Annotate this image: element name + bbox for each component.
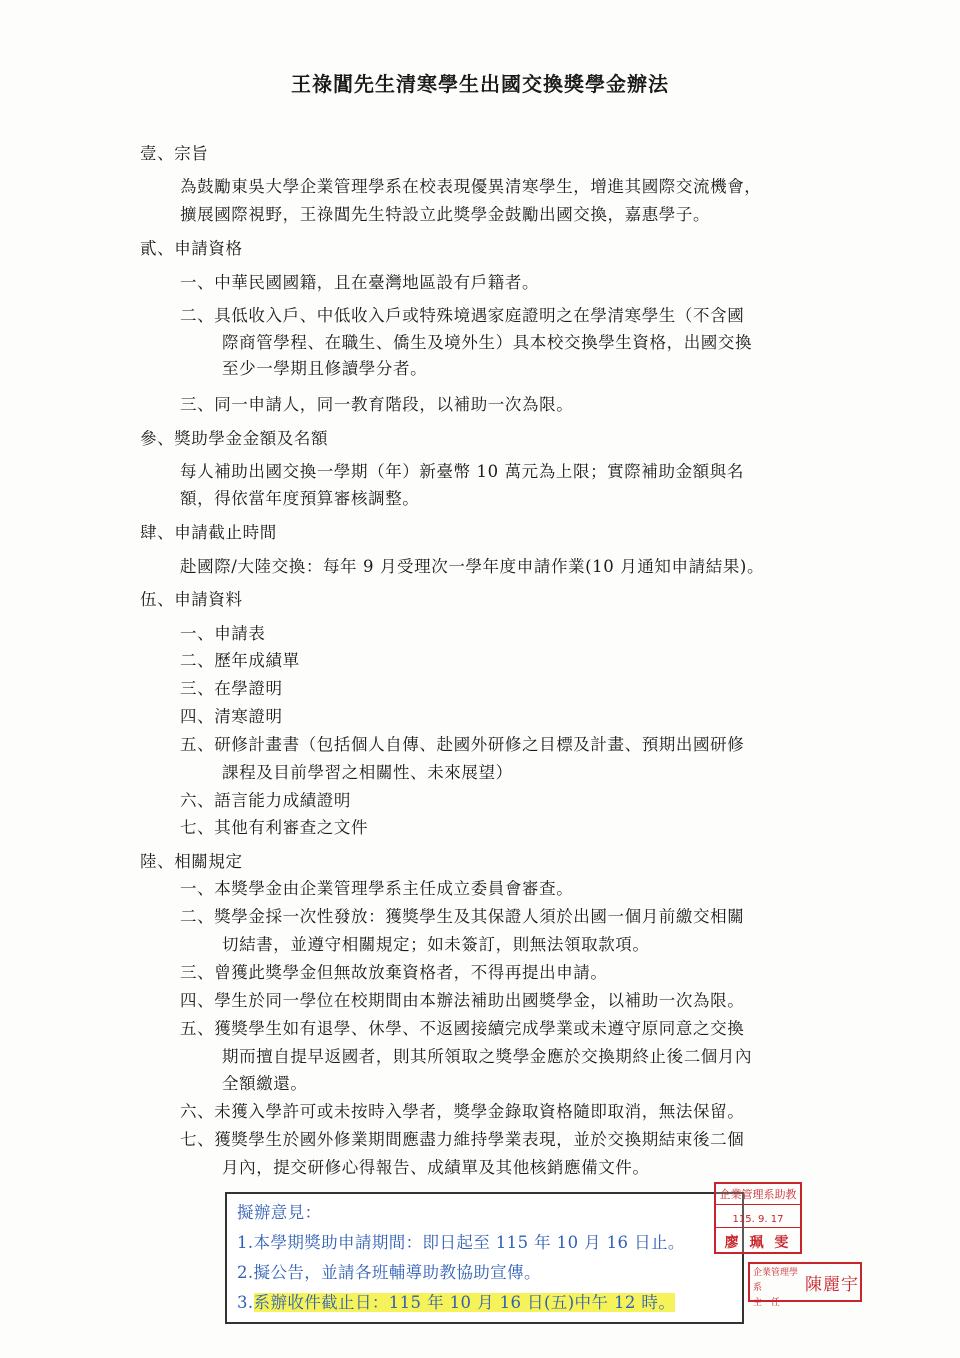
regulations-item-continued: 月內，提交研修心得報告、成績單及其他核銷應備文件。: [222, 1158, 650, 1177]
stamp-name: 廖 珮 雯: [724, 1235, 792, 1251]
stamp-chair-role: 主 任: [753, 1298, 781, 1308]
amount-text-line: 額，得依當年度預算審核調整。: [180, 489, 420, 508]
stamp-dept-label: 企業管理系助教: [716, 1186, 800, 1205]
section-heading-eligibility: 貳、申請資格: [140, 239, 243, 258]
documents-item: 一、申請表: [180, 624, 266, 643]
section-heading-documents: 伍、申請資料: [140, 590, 243, 609]
eligibility-item: 二、具低收入戶、中低收入戶或特殊境遇家庭證明之在學清寒學生（不含國: [180, 306, 745, 325]
stamp-chair-title: [753, 1266, 805, 1311]
ta-approval-stamp: [714, 1182, 802, 1254]
documents-item: 三、在學證明: [180, 679, 283, 698]
regulations-item: 三、曾獲此獎學金但無故放棄資格者，不得再提出申請。: [180, 963, 608, 982]
regulations-item: 五、獲獎學生如有退學、休學、不返國接續完成學業或未遵守原同意之交換: [180, 1019, 745, 1038]
proposed-action-heading: 擬辦意見：: [237, 1203, 322, 1222]
regulations-item: 二、獎學金採一次性發放：獲獎學生及其保證人須於出國一個月前繳交相關: [180, 907, 745, 926]
stamp-date: 115. 9. 17: [716, 1214, 800, 1228]
section-heading-deadline: 肆、申請截止時間: [140, 523, 277, 542]
highlighted-deadline-text: 系辦收件截止日：115 年 10 月 16 日(五)中午 12 時。: [253, 1293, 676, 1312]
regulations-item-continued: 期而擅自提早返國者，則其所領取之獎學金應於交換期終止後二個月內: [222, 1047, 753, 1066]
documents-item: 二、歷年成績單: [180, 651, 300, 670]
purpose-text-line: 擴展國際視野，王祿閶先生特設立此獎學金鼓勵出國交換，嘉惠學子。: [180, 205, 711, 224]
proposed-action-number: 3.: [237, 1293, 254, 1312]
stamp-chair-dept: 企業管理學系: [753, 1268, 799, 1293]
eligibility-item: 三、同一申請人，同一教育階段，以補助一次為限。: [180, 395, 574, 414]
documents-item: 七、其他有利審查之文件: [180, 818, 369, 837]
documents-item: 六、語言能力成績證明: [180, 791, 351, 810]
purpose-text-line: 為鼓勵東吳大學企業管理學系在校表現優異清寒學生，增進其國際交流機會，: [180, 177, 762, 196]
eligibility-item-continued: 際商管學程、在職生、僑生及境外生）具本校交換學生資格，出國交換: [222, 333, 753, 352]
section-heading-purpose: 壹、宗旨: [140, 144, 209, 163]
regulations-item: 四、學生於同一學位在校期間由本辦法補助出國獎學金，以補助一次為限。: [180, 991, 745, 1010]
document-title: 王祿閶先生清寒學生出國交換獎學金辦法: [291, 72, 669, 96]
section-heading-amount: 參、獎助學金金額及名額: [140, 429, 329, 448]
regulations-item: 六、未獲入學許可或未按時入學者，獎學金錄取資格隨即取消，無法保留。: [180, 1102, 745, 1121]
amount-text-line: 每人補助出國交換一學期（年）新臺幣 10 萬元為上限；實際補助金額與名: [180, 462, 744, 481]
proposed-action-line: 2.擬公告，並請各班輔導助教協助宣傳。: [237, 1263, 541, 1282]
documents-item: 五、研修計畫書（包括個人自傳、赴國外研修之目標及計畫、預期出國研修: [180, 735, 745, 754]
regulations-item: 七、獲獎學生於國外修業期間應盡力維持學業表現，並於交換期結束後二個: [180, 1130, 745, 1149]
eligibility-item: 一、中華民國國籍，且在臺灣地區設有戶籍者。: [180, 273, 540, 292]
deadline-text-line: 赴國際/大陸交換：每年 9 月受理次一學年度申請作業(10 月通知申請結果)。: [180, 557, 765, 576]
regulations-item-continued: 切結書，並遵守相關規定；如未簽訂，則無法領取款項。: [222, 935, 650, 954]
regulations-item: 一、本獎學金由企業管理學系主任成立委員會審查。: [180, 879, 574, 898]
eligibility-item-continued: 至少一學期且修讀學分者。: [222, 359, 428, 378]
chair-approval-stamp: [748, 1262, 862, 1308]
section-heading-regulations: 陸、相關規定: [140, 852, 243, 871]
proposed-action-line: 1.本學期獎助申請期間：即日起至 115 年 10 月 16 日止。: [237, 1233, 685, 1252]
documents-item: 四、清寒證明: [180, 707, 283, 726]
documents-item-continued: 課程及目前學習之相關性、未來展望）: [222, 763, 513, 782]
proposed-action-box: [225, 1192, 744, 1324]
stamp-chair-name: 陳麗宇: [805, 1275, 859, 1295]
proposed-action-line-highlighted: [237, 1292, 675, 1314]
regulations-item-continued: 全額繳還。: [222, 1074, 308, 1093]
